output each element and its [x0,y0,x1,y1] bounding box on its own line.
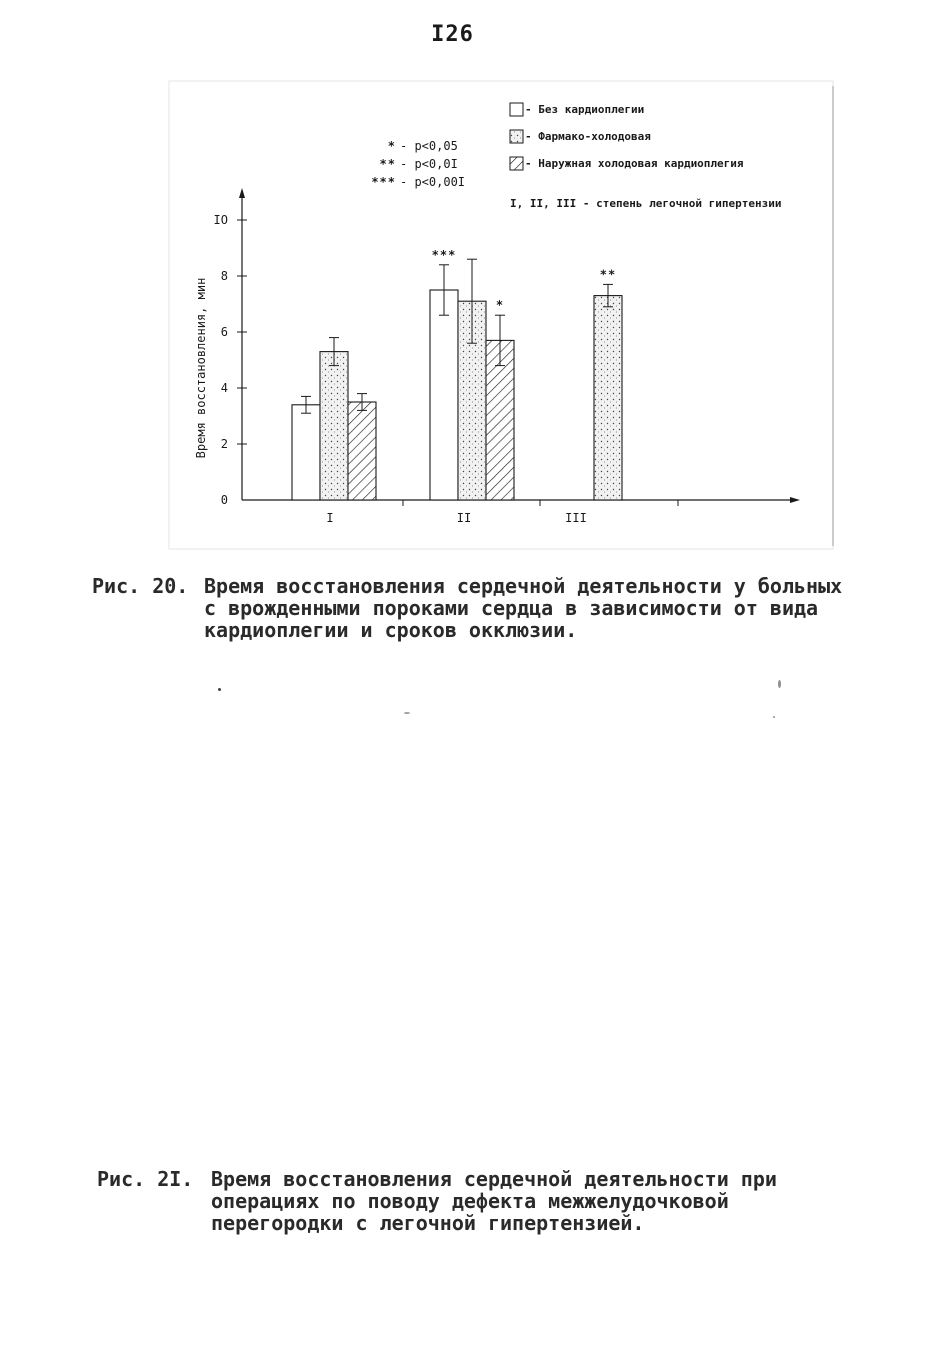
significance-key-mark: ** [379,157,396,171]
significance-mark: ** [599,267,617,282]
legend [371,103,781,210]
y-tick-label: 0 [220,493,228,507]
significance-key-text: - p<0,00I [400,175,466,189]
bars-layer [292,259,622,500]
significance-mark: * [495,298,505,313]
figure-20-caption [92,575,852,655]
y-tick-label: 4 [220,381,228,395]
caption-number: Рис. 2I. [97,1167,194,1191]
x-tick-label: III [565,511,587,525]
y-tick-label: IO [213,213,228,227]
bar [430,290,458,500]
page-number: I26 [431,22,474,47]
significance-key-mark: * [387,139,396,153]
caption-number: Рис. 20. [92,574,189,598]
x-axis-arrow [790,497,800,503]
legend-label: - Без кардиоплегии [525,103,645,116]
caption-text: Время восстановления сердечной деятельности у больных с врожденными пороками сердца в зависимости от вида кардиоплегии и сроков окклюзии. [204,574,843,642]
legend-label: - Фармако-холодовая [525,130,651,143]
y-tick-label: 8 [220,269,228,283]
legend-swatch [510,157,523,170]
bar-chart [168,80,836,552]
legend-label: - Наружная холодовая кардиоплегия [525,157,744,170]
significance-key-mark: *** [371,175,396,189]
significance-mark: *** [431,247,457,262]
paper-speck [404,712,410,714]
bar [348,402,376,500]
bar [292,405,320,500]
paper-speck [218,688,221,691]
bar [594,296,622,500]
y-axis-arrow [239,188,245,198]
paper-speck [773,716,775,718]
legend-swatch [510,103,523,116]
y-tick-label: 6 [220,325,228,339]
y-axis-label: Время восстановления, мин [194,277,208,459]
significance-key-text: - p<0,05 [400,139,458,153]
legend-note: I, II, III - степень легочной гипертензии [510,197,782,210]
x-tick-label: II [456,511,472,525]
x-tick-label: I [326,511,334,525]
caption-text: Время восстановления сердечной деятельности при операциях по поводу дефекта межжелудочковой перегородки с легочной гипертензией. [211,1167,777,1235]
figure-21-caption [97,1168,827,1248]
significance-key-text: - p<0,0I [400,157,458,171]
bar [320,352,348,500]
legend-swatch [510,130,523,143]
y-tick-label: 2 [220,437,228,451]
paper-speck [778,680,781,688]
